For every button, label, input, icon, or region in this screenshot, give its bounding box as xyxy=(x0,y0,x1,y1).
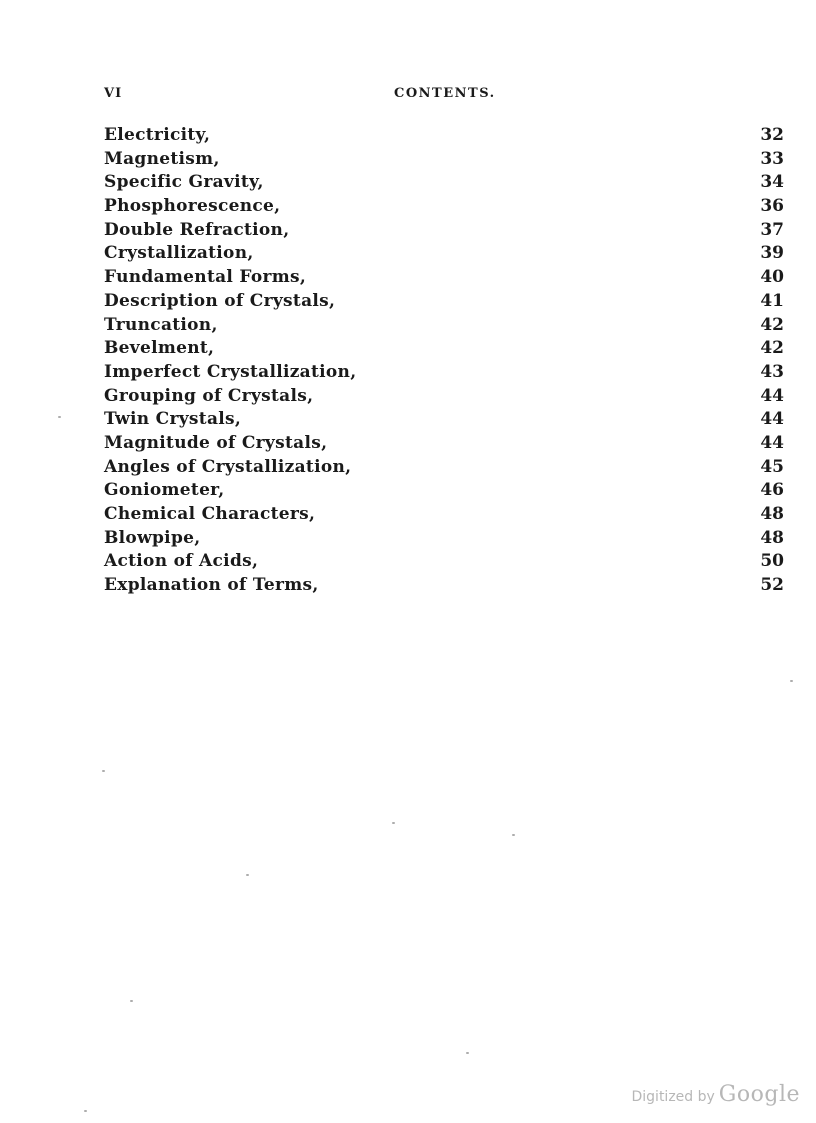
toc-entry-title: Description of Crystals, xyxy=(104,290,341,314)
running-title: CONTENTS. xyxy=(394,86,496,101)
scan-speck xyxy=(790,680,793,682)
toc-entry-page: 42 xyxy=(760,338,784,359)
toc-entry-page: 48 xyxy=(760,527,784,548)
toc-row xyxy=(104,527,784,551)
scan-speck xyxy=(58,416,61,418)
toc-entry-title: Double Refraction, xyxy=(104,219,295,243)
toc-entry-title: Magnetism, xyxy=(104,148,226,172)
scan-speck xyxy=(512,834,515,836)
toc-entry-title: Chemical Characters, xyxy=(104,503,321,527)
toc-entry-page: 48 xyxy=(760,504,784,524)
toc-entry-title: Grouping of Crystals, xyxy=(104,385,319,409)
toc-entry-page: 41 xyxy=(760,290,784,311)
toc-entry-title: Angles of Crystallization, xyxy=(104,456,357,480)
scan-speck xyxy=(392,822,395,824)
toc-entry-page: 46 xyxy=(760,480,784,501)
digitized-watermark xyxy=(632,1082,801,1107)
toc-entry-page: 44 xyxy=(760,409,784,430)
toc-row xyxy=(104,479,784,503)
toc-entry-title: Fundamental Forms, xyxy=(104,266,312,290)
page-numeral: VI xyxy=(104,86,123,101)
toc-row xyxy=(104,314,784,338)
toc-entry-page: 37 xyxy=(760,219,784,240)
toc-entry-page: 39 xyxy=(760,243,784,264)
toc-entry-title: Bevelment, xyxy=(104,337,220,361)
toc-entry-title: Truncation, xyxy=(104,314,224,338)
watermark-brand: Google xyxy=(718,1082,800,1107)
toc-row xyxy=(104,503,784,527)
toc-entry-title: Action of Acids, xyxy=(104,550,264,574)
toc-entry-title: Explanation of Terms, xyxy=(104,574,325,598)
scan-speck xyxy=(246,874,249,876)
toc-entry-page: 50 xyxy=(760,551,784,572)
toc-entry-page: 43 xyxy=(760,361,784,382)
toc-row xyxy=(104,408,784,432)
toc-row xyxy=(104,574,784,598)
toc-row xyxy=(104,290,784,314)
toc-entry-page: 44 xyxy=(760,432,784,453)
toc-row xyxy=(104,195,784,219)
watermark-prefix: Digitized by xyxy=(631,1089,715,1105)
toc-entry-page: 33 xyxy=(760,148,784,169)
toc-entry-page: 40 xyxy=(760,267,784,288)
toc-row xyxy=(104,266,784,290)
toc-entry-page: 44 xyxy=(760,385,784,406)
toc-entry-page: 34 xyxy=(760,172,784,193)
page-header xyxy=(104,86,784,106)
toc-row xyxy=(104,242,784,266)
toc-row xyxy=(104,456,784,480)
toc-row xyxy=(104,432,784,456)
scan-speck xyxy=(102,770,105,772)
toc-row xyxy=(104,124,784,148)
toc-entry-title: Electricity, xyxy=(104,124,216,148)
toc-entry-page: 45 xyxy=(760,456,784,477)
toc-entry-title: Magnitude of Crystals, xyxy=(104,432,333,456)
toc-entry-page: 32 xyxy=(760,125,784,145)
scan-speck xyxy=(130,1000,133,1002)
toc-entry-title: Specific Gravity, xyxy=(104,171,270,195)
toc-entry-page: 42 xyxy=(760,314,784,335)
toc-row xyxy=(104,361,784,385)
toc-entry-title: Phosphorescence, xyxy=(104,195,286,219)
toc-entry-title: Blowpipe, xyxy=(104,527,206,551)
toc-entry-title: Imperfect Crystallization, xyxy=(104,361,362,385)
toc-entry-title: Crystallization, xyxy=(104,242,260,266)
scan-speck xyxy=(84,1110,87,1112)
toc-entry-title: Goniometer, xyxy=(104,479,230,503)
scan-speck xyxy=(466,1052,469,1054)
toc-row xyxy=(104,550,784,574)
toc-entry-title: Twin Crystals, xyxy=(104,408,247,432)
toc-row xyxy=(104,171,784,195)
table-of-contents xyxy=(104,124,784,598)
toc-entry-page: 36 xyxy=(760,196,784,217)
toc-row xyxy=(104,148,784,172)
toc-row xyxy=(104,385,784,409)
toc-row xyxy=(104,337,784,361)
toc-row xyxy=(104,219,784,243)
toc-entry-page: 52 xyxy=(760,575,784,596)
